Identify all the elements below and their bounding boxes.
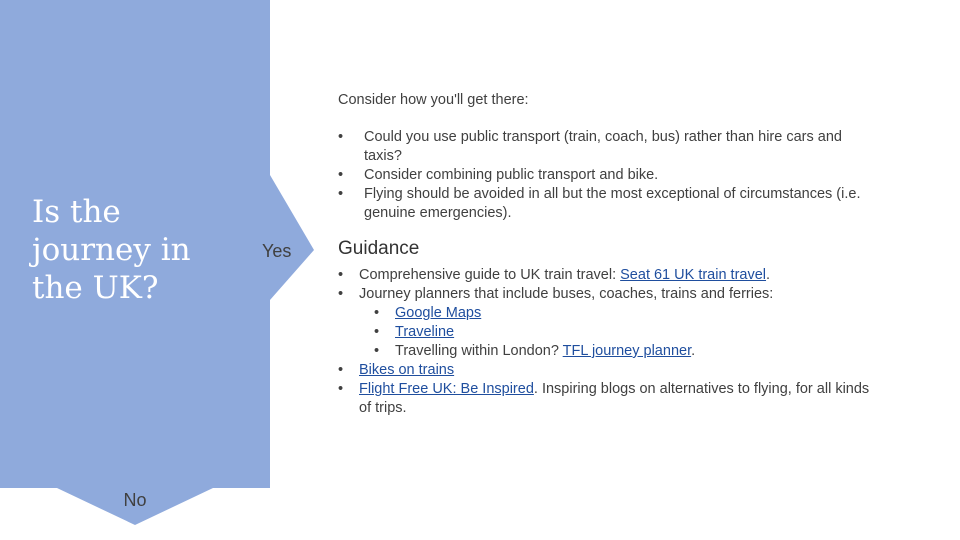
guidance-text: Comprehensive guide to UK train travel: <box>359 267 621 283</box>
guidance-heading: Guidance <box>338 238 420 259</box>
tips-list <box>338 128 878 223</box>
tip-item: • Consider combining public transport and bike. <box>338 166 878 185</box>
guidance-text: . <box>766 267 771 283</box>
planner-item <box>374 342 878 361</box>
tip-item: • Could you use public transport (train, coach, bus) rather than hire cars and taxis? <box>338 128 878 166</box>
guidance-text: Journey planners that include buses, coaches, trains and ferries: <box>359 286 774 302</box>
tip-item: • Flying should be avoided in all but the most exceptional of circumstances (i.e. genuine emergencies). <box>338 185 878 223</box>
tfl-journey-planner-link[interactable]: TFL journey planner <box>562 343 692 359</box>
planner-list <box>374 304 878 361</box>
yes-branch-content <box>338 91 878 418</box>
guidance-item-bikes <box>338 361 878 380</box>
guidance-list <box>338 266 878 418</box>
guidance-text: . Inspiring blogs on alternatives to flying, for all kinds of trips. <box>359 381 870 416</box>
guidance-item-flight-free <box>338 380 878 418</box>
yes-branch-label: Yes <box>262 241 292 261</box>
no-branch-label: No <box>123 490 147 510</box>
bikes-on-trains-link[interactable]: Bikes on trains <box>359 362 455 378</box>
google-maps-link[interactable]: Google Maps <box>395 305 482 321</box>
planner-item <box>374 323 878 342</box>
flight-free-link[interactable]: Flight Free UK: Be Inspired <box>359 381 534 397</box>
planner-item <box>374 304 878 323</box>
decision-question: Is the journey in the UK? <box>32 194 191 306</box>
seat61-link[interactable]: Seat 61 UK train travel <box>620 267 767 283</box>
intro-text: Consider how you'll get there: <box>338 92 529 108</box>
guidance-text: Travelling within London? <box>395 343 563 359</box>
traveline-link[interactable]: Traveline <box>395 324 455 340</box>
guidance-item-planners <box>338 285 878 361</box>
guidance-item-trains <box>338 266 878 285</box>
guidance-text: . <box>691 343 696 359</box>
